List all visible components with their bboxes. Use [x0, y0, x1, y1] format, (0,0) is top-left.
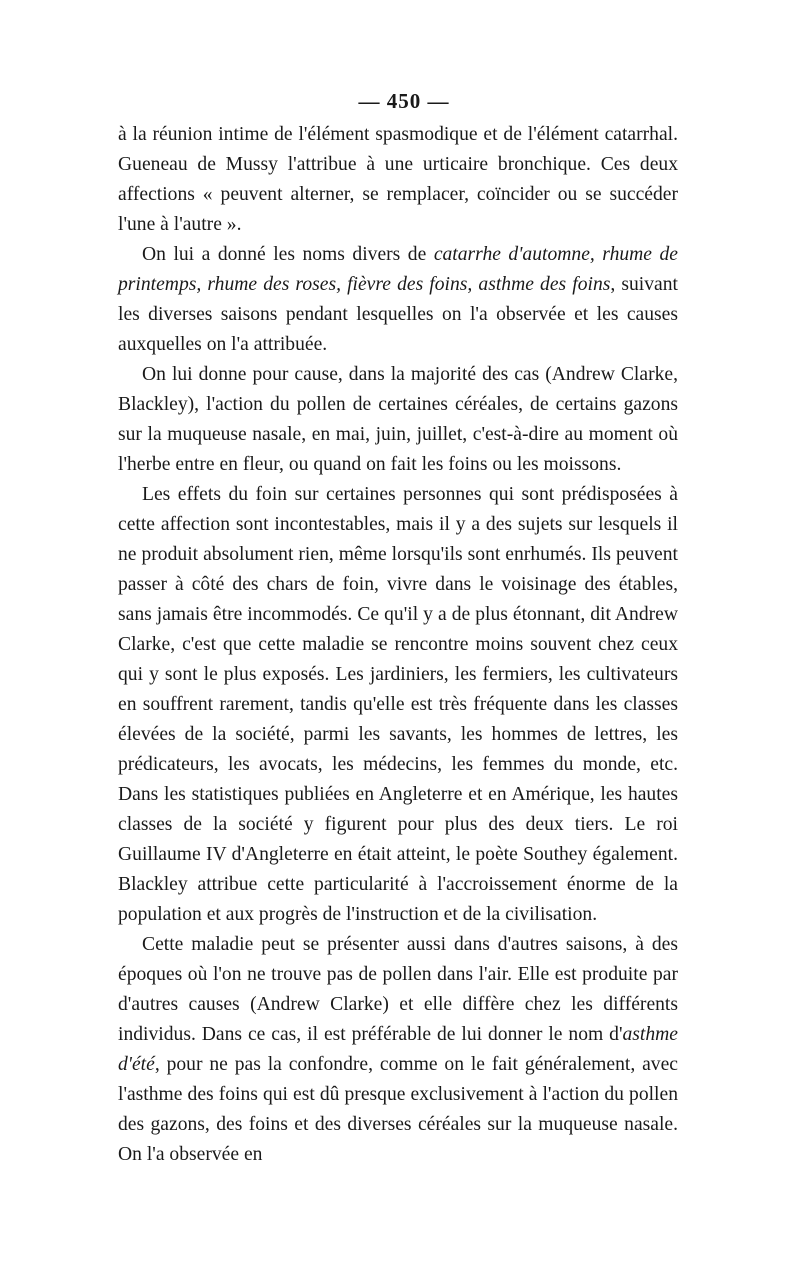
book-page	[118, 86, 678, 1170]
paragraph-names-italic: catarrhe d'automne, rhume de printemps, rhume des roses, fièvre des foins, asthme des foins	[118, 244, 678, 295]
paragraph-causes: On lui donne pour cause, dans la majorité des cas (Andrew Clarke, Blackley), l'action du pollen de certaines céréales, de certains gazons sur la muqueuse nasale, en mai, juin, juillet, c'est-à-dire au moment où l'herbe entre en fleur, ou quand on fait les foins ou les moissons.	[118, 364, 678, 475]
paragraph-other-seasons-before: Cette maladie peut se présenter aussi dans d'autres saisons, à des époques où l'on ne trouve pas de pollen dans l'air. Elle est produite par d'autres causes (Andrew Clarke) et elle diffère chez les différents individus. Dans ce cas, il est préférable de lui donner le nom d'	[118, 934, 678, 1045]
paragraph-names-before: On lui a donné les noms divers de	[142, 244, 434, 265]
paragraph-continuation: à la réunion intime de l'élément spasmodique et de l'élément catarrhal. Gueneau de Mussy l'attribue à une urticaire bronchique. Ces deux affections « peuvent alterner, se remplacer, coïncider ou se succéder l'une à l'autre ».	[118, 124, 678, 235]
page-number: — 450 —	[358, 89, 450, 113]
paragraph-other-seasons	[118, 930, 678, 1170]
paragraph-effects: Les effets du foin sur certaines personnes qui sont prédisposées à cette affection sont incontestables, mais il y a des sujets sur lesquels il ne produit absolument rien, même lorsqu'ils sont enrhumés. Ils peuvent passer à côté des chars de foin, vivre dans le voisinage des étables, sans jamais être incommodés. Ce qu'il y a de plus étonnant, dit Andrew Clarke, c'est que cette maladie se rencontre moins souvent chez ceux qui y sont le plus exposés. Les jardiniers, les fermiers, les cultivateurs en souffrent rarement, tandis qu'elle est très fréquente dans les classes élevées de la société, parmi les savants, les hommes de lettres, les prédicateurs, les avocats, les médecins, les femmes du monde, etc. Dans les statistiques publiées en Angleterre et en Amérique, les hautes classes de la société y figurent pour plus des deux tiers. Le roi Guillaume IV d'Angleterre en était atteint, le poète Southey également. Blackley attribue cette particularité à l'accroissement énorme de la population et aux progrès de l'instruction et de la civilisation.	[118, 484, 678, 925]
paragraph-names	[118, 240, 678, 360]
paragraph-names-after: , suivant les diverses saisons pendant lesquelles on l'a observée et les causes auxquelles on l'a attribuée.	[118, 274, 678, 355]
paragraph-other-seasons-after: , pour ne pas la confondre, comme on le fait généralement, avec l'asthme des foins qui est dû presque exclusivement à l'action du pollen des gazons, des foins et des diverses céréales sur la muqueuse nasale. On l'a observée en	[118, 1054, 678, 1165]
paragraph-other-seasons-italic: asthme d'été	[118, 1024, 678, 1075]
